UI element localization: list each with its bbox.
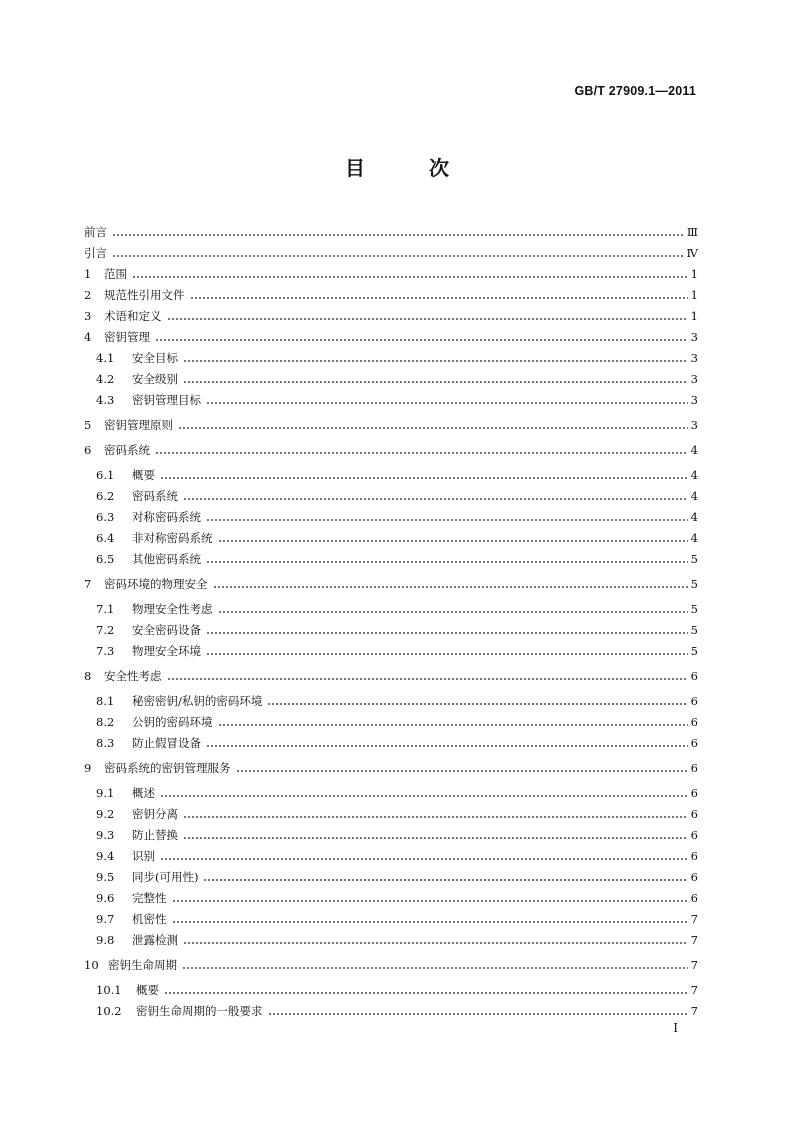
toc-entry-number: 9.5 — [96, 870, 115, 884]
toc-entry-label: 防止替换 — [132, 828, 178, 842]
toc-leader-dots — [183, 360, 688, 362]
toc-entry-number: 3 — [84, 309, 92, 323]
toc-leader-dots — [206, 632, 688, 634]
toc-entry[interactable] — [84, 908, 698, 926]
toc-entry-page: 4 — [690, 531, 698, 545]
toc-entry-label: 密码系统 — [132, 489, 178, 503]
toc-entry-number: 10 — [84, 958, 99, 972]
toc-entry-page: 6 — [690, 807, 698, 821]
toc-entry-label: 概要 — [132, 468, 155, 482]
toc-entry[interactable] — [84, 414, 698, 432]
toc-leader-dots — [155, 452, 688, 454]
toc-leader-dots — [160, 477, 688, 479]
toc-entry-label: 非对称密码系统 — [132, 531, 213, 545]
toc-entry-number: 4.1 — [96, 351, 115, 365]
toc-entry[interactable] — [84, 263, 698, 281]
toc-entry[interactable] — [84, 803, 698, 821]
toc-entry[interactable] — [84, 439, 698, 457]
toc-entry-page: 4 — [690, 443, 698, 457]
page-number: I — [673, 1021, 678, 1035]
toc-entry[interactable] — [84, 711, 698, 729]
toc-entry[interactable] — [84, 598, 698, 616]
toc-entry[interactable] — [84, 464, 698, 482]
toc-entry-page: 6 — [690, 786, 698, 800]
toc-entry[interactable] — [84, 368, 698, 386]
toc-entry-page: 5 — [690, 623, 698, 637]
toc-entry-number: 6.2 — [96, 489, 115, 503]
toc-entry-label: 安全目标 — [132, 351, 178, 365]
toc-entry[interactable] — [84, 305, 698, 323]
toc-entry-label: 安全级别 — [132, 372, 178, 386]
toc-entry-number: 7.1 — [96, 602, 115, 616]
toc-entry[interactable] — [84, 548, 698, 566]
toc-leader-dots — [167, 318, 689, 320]
toc-entry-label: 秘密密钥/私钥的密码环境 — [132, 694, 263, 708]
toc-entry-number: 6.3 — [96, 510, 115, 524]
toc-leader-dots — [183, 942, 688, 944]
toc-entry-label: 密钥生命周期的一般要求 — [136, 1004, 263, 1018]
toc-entry-number: 7.3 — [96, 644, 115, 658]
toc-entry-page: 3 — [690, 351, 698, 365]
toc-leader-dots — [190, 297, 689, 299]
toc-entry[interactable] — [84, 845, 698, 863]
toc-entry-page: 4 — [690, 468, 698, 482]
toc-entry[interactable] — [84, 887, 698, 905]
toc-entry-page: 7 — [690, 912, 698, 926]
toc-entry-page: Ⅳ — [686, 246, 698, 260]
toc-entry-label: 密钥管理目标 — [132, 393, 201, 407]
toc-leader-dots — [218, 724, 689, 726]
toc-entry-label: 引言 — [84, 246, 107, 260]
toc-entry-page: 1 — [690, 267, 698, 281]
toc-leader-dots — [132, 276, 688, 278]
toc-entry[interactable] — [84, 347, 698, 365]
toc-entry[interactable] — [84, 929, 698, 947]
toc-entry-number: 5 — [84, 418, 92, 432]
toc-entry-label: 密钥管理原则 — [104, 418, 173, 432]
toc-entry-page: 1 — [690, 288, 698, 302]
toc-entry[interactable] — [84, 619, 698, 637]
toc-leader-dots — [112, 255, 685, 257]
toc-entry[interactable] — [84, 242, 698, 260]
toc-leader-dots — [213, 586, 689, 588]
toc-entry-page: 6 — [690, 870, 698, 884]
toc-leader-dots — [155, 339, 688, 341]
toc-entry-label: 公钥的密码环境 — [132, 715, 213, 729]
toc-entry-label: 物理安全性考虑 — [132, 602, 213, 616]
toc-entry-label: 概要 — [136, 983, 159, 997]
toc-entry[interactable] — [84, 284, 698, 302]
toc-entry-label: 安全密码设备 — [132, 623, 201, 637]
toc-entry-label: 密码系统的密钥管理服务 — [104, 761, 231, 775]
toc-entry-page: 7 — [690, 983, 698, 997]
toc-leader-dots — [178, 427, 688, 429]
toc-entry-number: 4.3 — [96, 393, 115, 407]
toc-entry-number: 9 — [84, 761, 92, 775]
toc-entry-page: 7 — [690, 958, 698, 972]
toc-entry[interactable] — [84, 866, 698, 884]
toc-entry-label: 识别 — [132, 849, 155, 863]
toc-entry-number: 6.4 — [96, 531, 115, 545]
toc-entry-number: 4 — [84, 330, 92, 344]
toc-leader-dots — [203, 879, 688, 881]
toc-entry-label: 前言 — [84, 225, 107, 239]
toc-entry-page: 3 — [690, 330, 698, 344]
toc-entry-page: 3 — [690, 372, 698, 386]
toc-entry-number: 7 — [84, 577, 92, 591]
toc-entry[interactable] — [84, 221, 698, 239]
toc-leader-dots — [236, 770, 689, 772]
toc-entry-number: 9.6 — [96, 891, 115, 905]
toc-entry-label: 安全性考虑 — [104, 669, 162, 683]
toc-entry-number: 6.5 — [96, 552, 115, 566]
toc-entry-number: 9.4 — [96, 849, 115, 863]
toc-entry-page: 7 — [690, 933, 698, 947]
toc-leader-dots — [267, 703, 688, 705]
toc-leader-dots — [172, 900, 689, 902]
toc-entry-number: 6 — [84, 443, 92, 457]
toc-entry-label: 防止假冒设备 — [132, 736, 201, 750]
toc-entry-page: 6 — [690, 849, 698, 863]
toc-entry[interactable] — [84, 389, 698, 407]
toc-entry-label: 规范性引用文件 — [104, 288, 185, 302]
toc-entry-number: 2 — [84, 288, 92, 302]
toc-entry[interactable] — [84, 527, 698, 545]
toc-entry[interactable] — [84, 824, 698, 842]
toc-entry-label: 机密性 — [132, 912, 167, 926]
toc-leader-dots — [206, 402, 688, 404]
toc-leader-dots — [183, 381, 688, 383]
toc-leader-dots — [183, 816, 688, 818]
toc-leader-dots — [160, 795, 688, 797]
toc-leader-dots — [172, 921, 689, 923]
toc-entry-number: 8.1 — [96, 694, 115, 708]
toc-entry-page: 6 — [690, 715, 698, 729]
toc-entry-number: 8.3 — [96, 736, 115, 750]
toc-leader-dots — [268, 1013, 689, 1015]
toc-leader-dots — [167, 678, 689, 680]
toc-entry-label: 术语和定义 — [104, 309, 162, 323]
toc-leader-dots — [218, 611, 689, 613]
toc-entry-label: 完整性 — [132, 891, 167, 905]
toc-entry-page: 5 — [690, 552, 698, 566]
toc-entry[interactable] — [84, 954, 698, 972]
toc-entry-number: 9.3 — [96, 828, 115, 842]
toc-leader-dots — [206, 561, 688, 563]
toc-entry-page: Ⅲ — [686, 225, 698, 239]
toc-entry[interactable] — [84, 979, 698, 997]
toc-entry-label: 物理安全环境 — [132, 644, 201, 658]
toc-leader-dots — [206, 745, 688, 747]
standard-number: GB/T 27909.1—2011 — [574, 84, 696, 98]
toc-entry[interactable] — [84, 732, 698, 750]
toc-entry-page: 5 — [690, 644, 698, 658]
toc-entry-label: 密钥生命周期 — [108, 958, 177, 972]
toc-leader-dots — [160, 858, 688, 860]
toc-entry-number: 10.1 — [96, 983, 122, 997]
toc-entry-page: 6 — [690, 891, 698, 905]
toc-entry-page: 4 — [690, 510, 698, 524]
toc-entry-page: 6 — [690, 669, 698, 683]
toc-entry-label: 概述 — [132, 786, 155, 800]
toc-entry-number: 1 — [84, 267, 92, 281]
toc-entry-number: 8.2 — [96, 715, 115, 729]
toc-entry-label: 对称密码系统 — [132, 510, 201, 524]
toc-entry-number: 7.2 — [96, 623, 115, 637]
toc-entry-label: 泄露检测 — [132, 933, 178, 947]
toc-entry-page: 3 — [690, 418, 698, 432]
toc-entry-number: 4.2 — [96, 372, 115, 386]
toc-entry-page: 7 — [690, 1004, 698, 1018]
toc-entry-label: 其他密码系统 — [132, 552, 201, 566]
toc-entry[interactable] — [84, 1000, 698, 1018]
toc-entry-number: 10.2 — [96, 1004, 122, 1018]
toc-leader-dots — [218, 540, 689, 542]
toc-entry-label: 密钥分离 — [132, 807, 178, 821]
toc-leader-dots — [206, 519, 688, 521]
toc-entry[interactable] — [84, 573, 698, 591]
toc-entry[interactable] — [84, 326, 698, 344]
toc-entry[interactable] — [84, 506, 698, 524]
toc-entry[interactable] — [84, 757, 698, 775]
toc-entry-number: 9.1 — [96, 786, 115, 800]
toc-entry[interactable] — [84, 665, 698, 683]
toc-entry-number: 8 — [84, 669, 92, 683]
toc-entry[interactable] — [84, 690, 698, 708]
toc-entry-page: 5 — [690, 577, 698, 591]
toc-entry-number: 6.1 — [96, 468, 115, 482]
toc-entry-number: 9.8 — [96, 933, 115, 947]
toc-leader-dots — [112, 234, 685, 236]
page-title: 目 次 — [345, 156, 471, 180]
toc-entry-page: 6 — [690, 761, 698, 775]
toc-entry[interactable] — [84, 782, 698, 800]
toc-entry-label: 密码环境的物理安全 — [104, 577, 208, 591]
toc-entry[interactable] — [84, 640, 698, 658]
toc-entry-label: 密钥管理 — [104, 330, 150, 344]
toc-entry[interactable] — [84, 485, 698, 503]
toc-leader-dots — [206, 653, 688, 655]
toc-leader-dots — [164, 992, 688, 994]
toc-entry-label: 同步(可用性) — [132, 870, 199, 884]
toc-entry-label: 密码系统 — [104, 443, 150, 457]
toc-leader-dots — [183, 498, 688, 500]
toc-leader-dots — [183, 837, 688, 839]
toc-entry-label: 范围 — [104, 267, 127, 281]
toc-entry-page: 1 — [690, 309, 698, 323]
toc-leader-dots — [182, 967, 688, 969]
toc-entry-page: 6 — [690, 694, 698, 708]
toc-entry-page: 4 — [690, 489, 698, 503]
toc-entry-page: 5 — [690, 602, 698, 616]
toc-entry-number: 9.2 — [96, 807, 115, 821]
toc-entry-page: 6 — [690, 736, 698, 750]
toc-entry-number: 9.7 — [96, 912, 115, 926]
toc-entry-page: 3 — [690, 393, 698, 407]
toc-entry-page: 6 — [690, 828, 698, 842]
